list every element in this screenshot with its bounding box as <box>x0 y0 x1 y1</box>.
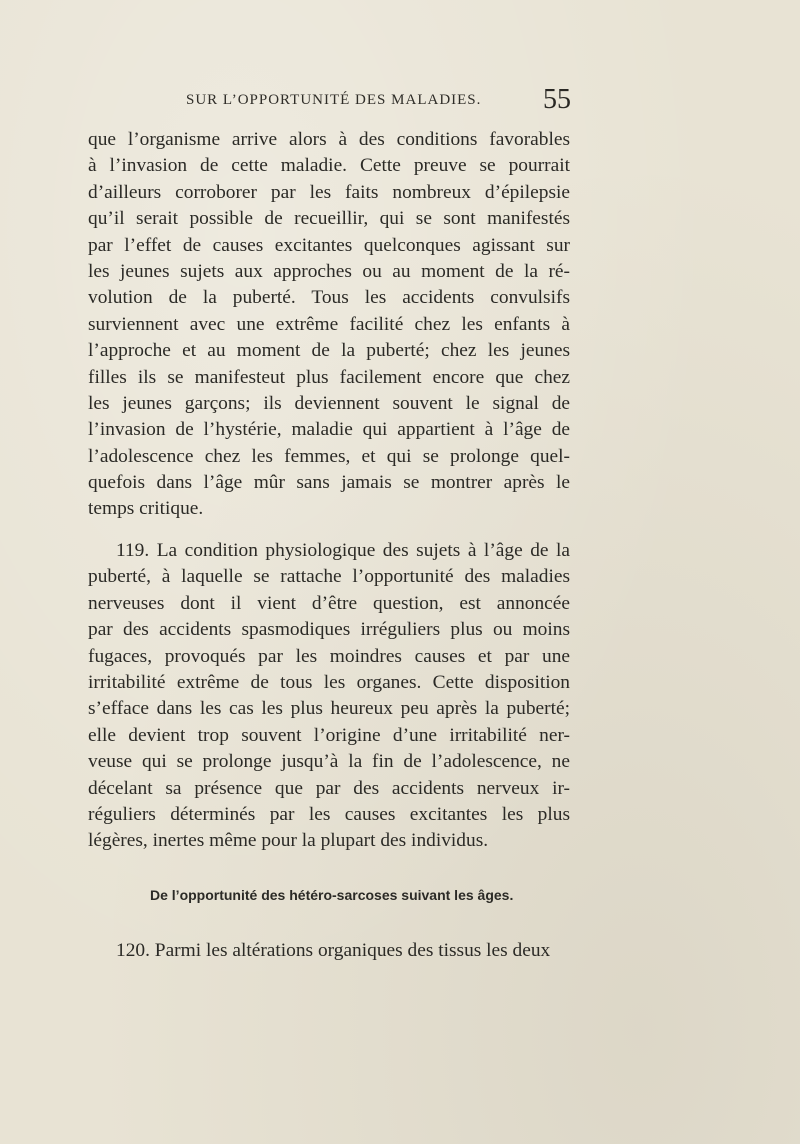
text-line: veuse qui se prolonge jusqu’à la fin de l’adolescence, ne <box>88 751 570 773</box>
text-line: puberté, à laquelle se rattache l’opportunité des maladies <box>88 566 570 588</box>
text-line: les jeunes garçons; ils deviennent souvent le signal de <box>88 392 570 414</box>
text-line: fugaces, provoqués par les moindres causes et par une <box>88 645 570 667</box>
paragraph-120 <box>88 938 570 964</box>
text-line: nerveuses dont il vient d’être question, est annoncée <box>88 592 570 614</box>
text-line: par l’effet de causes excitantes quelconques agissant sur <box>88 234 570 256</box>
text-line: 119. La condition physiologique des sujets à l’âge de la <box>116 540 570 561</box>
text-line: volution de la puberté. Tous les accidents convulsifs <box>88 287 570 309</box>
text-line: filles ils se manifesteut plus facilement encore que chez <box>88 366 570 388</box>
text-line: temps critique. <box>88 498 204 520</box>
text-line: s’efface dans les cas les plus heureux peu après la puberté; <box>88 698 570 720</box>
paragraph-119 <box>88 538 570 855</box>
text-line: décelant sa présence que par des accidents nerveux ir- <box>88 777 570 799</box>
text-line: les jeunes sujets aux approches ou au moment de la ré- <box>88 260 570 282</box>
text-line: légères, inertes même pour la plupart des individus. <box>88 830 489 852</box>
text-line: elle devient trop souvent l’origine d’une irritabilité ner- <box>88 724 570 746</box>
text-line: par des accidents spasmodiques irréguliers plus ou moins <box>88 619 570 641</box>
text-line: réguliers déterminés par les causes excitantes les plus <box>88 803 570 825</box>
text-line: 120. Parmi les altérations organiques des tissus les deux <box>116 940 551 961</box>
paragraph-118-continuation <box>88 127 570 523</box>
text-line: que l’organisme arrive alors à des conditions favorables <box>88 129 570 150</box>
running-title: SUR L’OPPORTUNITÉ DES MALADIES. <box>186 92 482 108</box>
text-line: l’adolescence chez les femmes, et qui se prolonge quel- <box>88 445 570 467</box>
text-line: irritabilité extrême de tous les organes. Cette disposition <box>88 671 570 693</box>
text-line: qu’il serait possible de recueillir, qui se sont manifestés <box>88 208 570 230</box>
text-line: d’ailleurs corroborer par les faits nombreux d’épilepsie <box>88 181 570 203</box>
text-line: l’invasion de l’hystérie, maladie qui appartient à l’âge de <box>88 419 570 441</box>
section-heading: De l’opportunité des hétéro-sarcoses suivant les âges. <box>150 887 514 903</box>
page-number: 55 <box>543 84 571 115</box>
text-line: à l’invasion de cette maladie. Cette preuve se pourrait <box>88 155 570 177</box>
text-line: quefois dans l’âge mûr sans jamais se montrer après le <box>88 472 570 494</box>
text-line: surviennent avec une extrême facilité chez les enfants à <box>88 313 570 335</box>
text-line: l’approche et au moment de la puberté; chez les jeunes <box>88 340 570 362</box>
